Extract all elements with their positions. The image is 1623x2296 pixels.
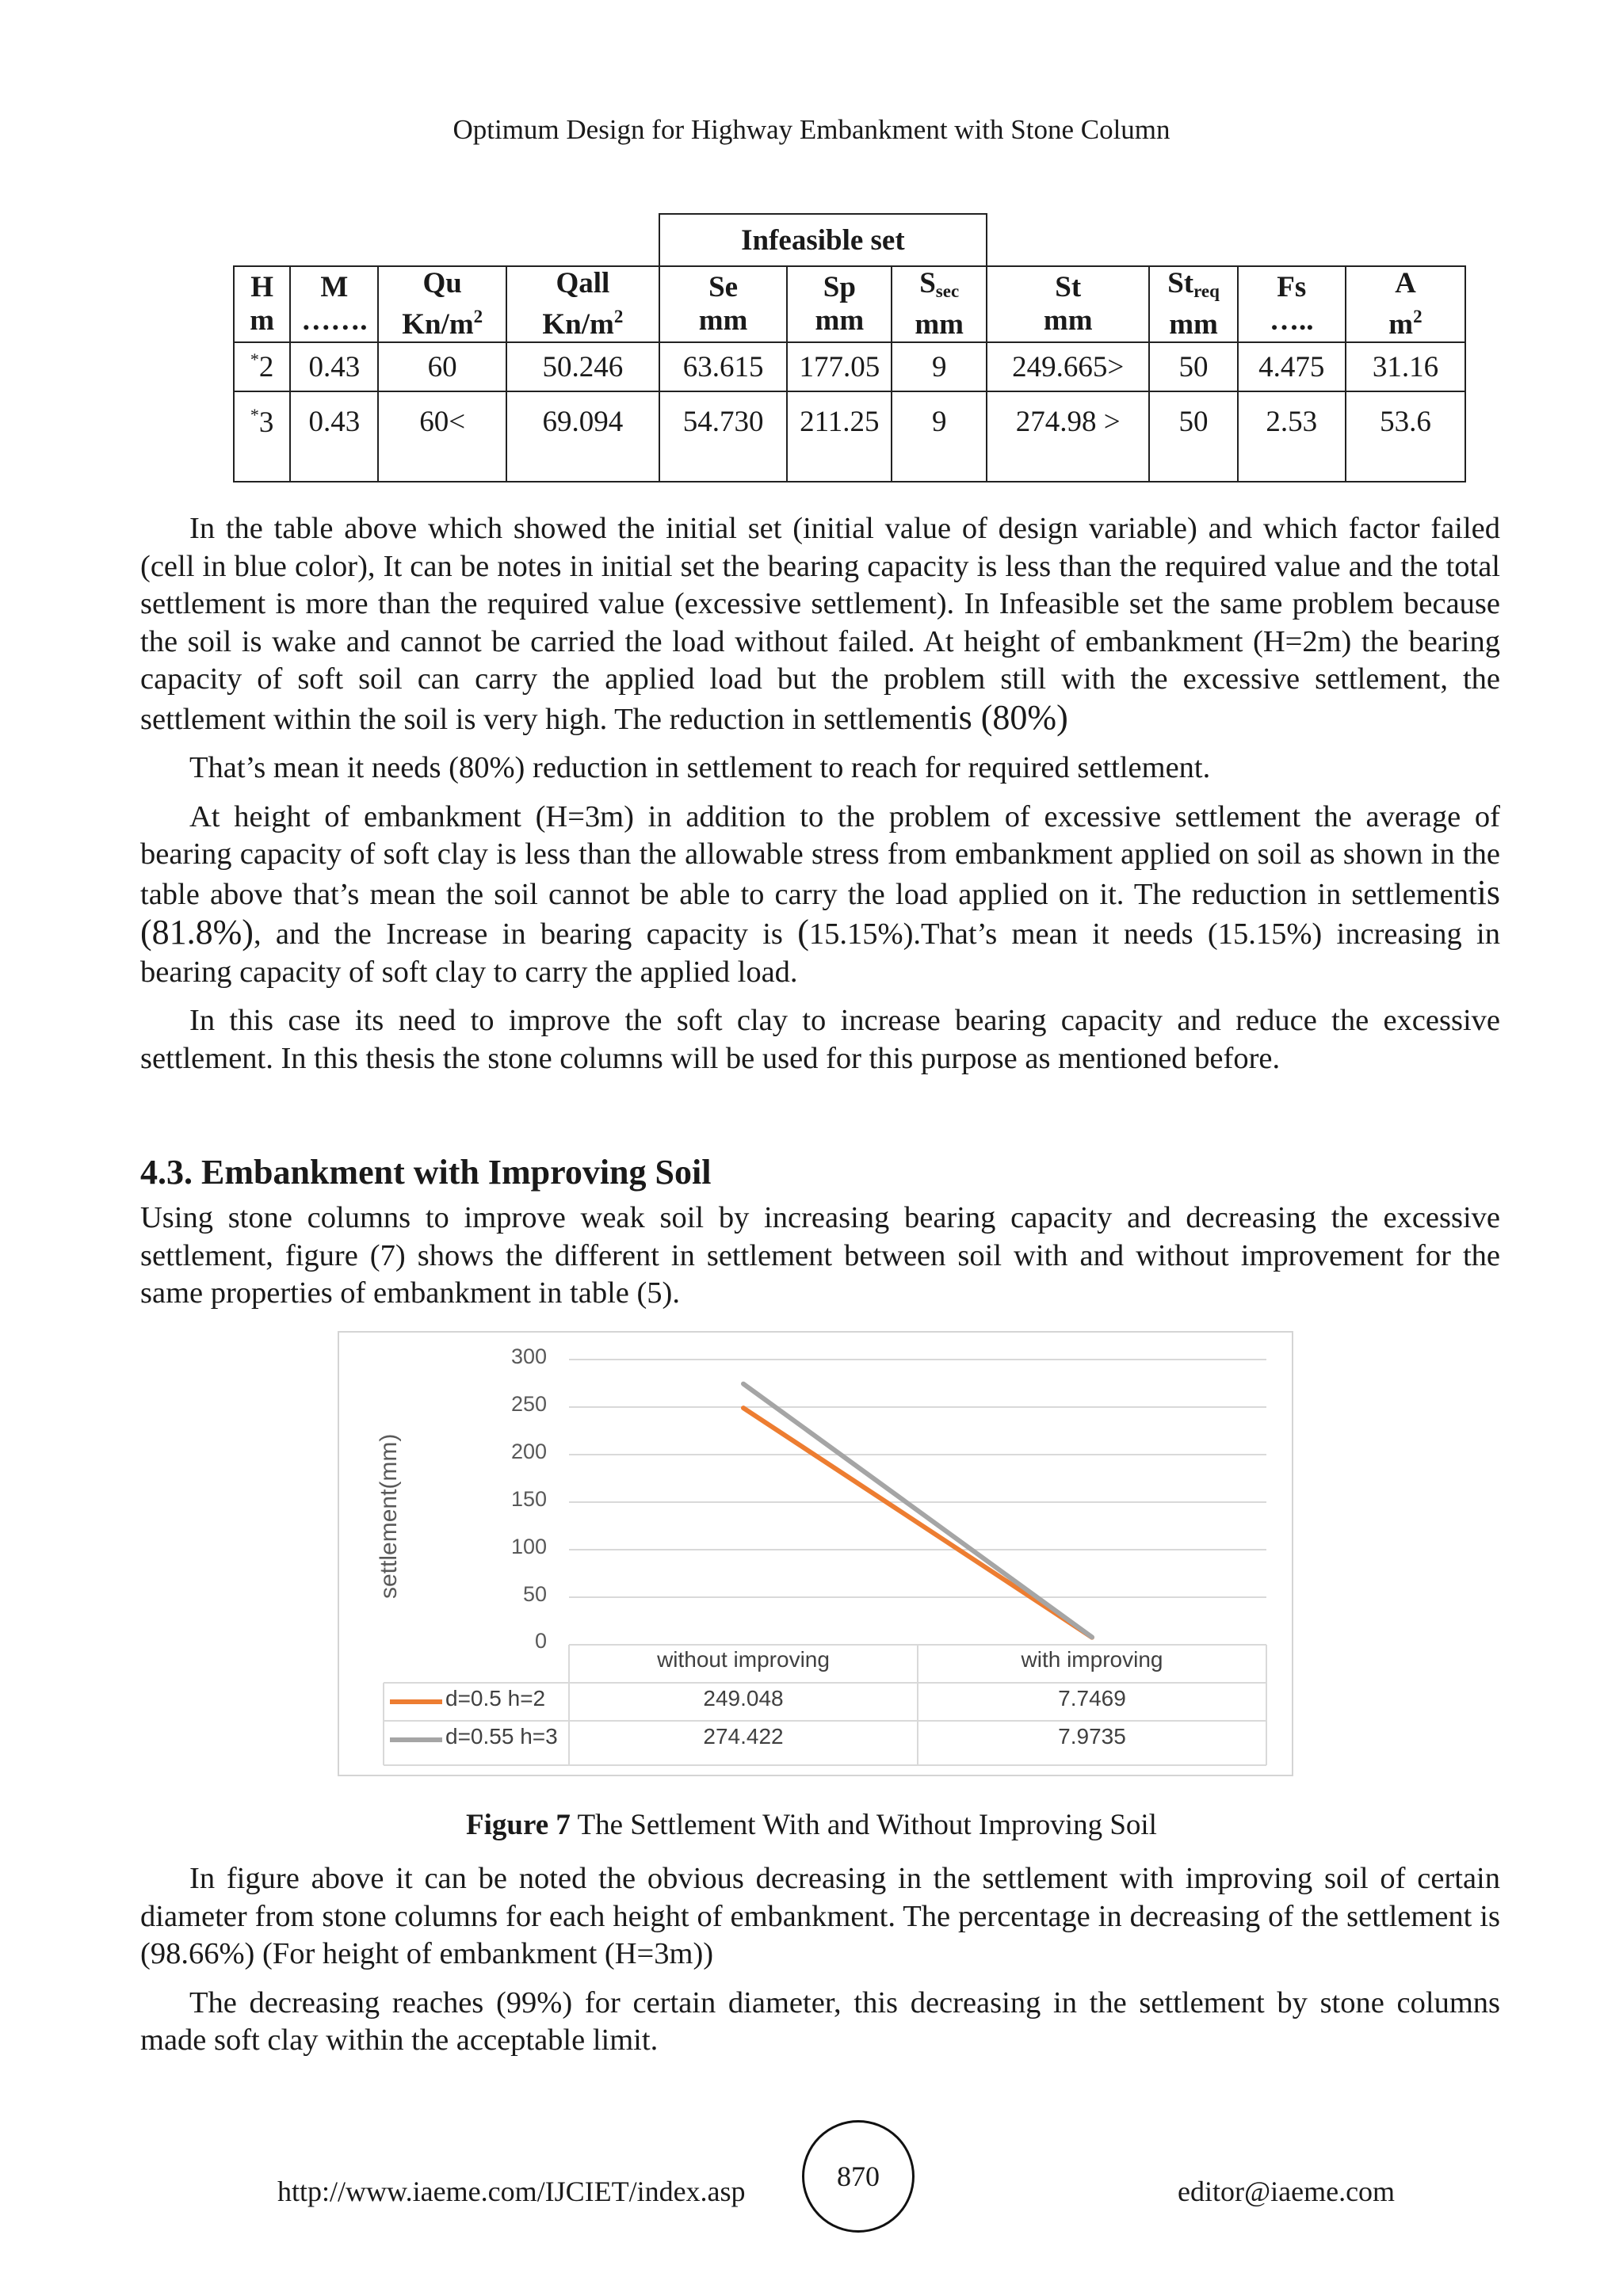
section-heading: 4.3. Embankment with Improving Soil — [140, 1153, 712, 1192]
paragraph: The decreasing reaches (99%) for certain diameter, this decreasing in the settlement by stone columns made soft clay within the acceptable limit. — [140, 1985, 1500, 2057]
col-header-streq: $St_{req}$ mm — [1149, 266, 1237, 342]
legend-label: d=0.5 h=2 — [445, 1686, 546, 1711]
series-line-2 — [743, 1384, 1092, 1638]
paragraph: In the table above which showed the initial set (initial value of design variable) and which factor failed (cell in blue color), It can be notes in initial set the bearing capacity is less than the required value and the total settlement is more than the required value (excessive settlement). In Infeasible set the same problem because the soil is wake and cannot be carried the load without failed. At height of embankment (H=2m) the bearing capacity of soft soil can carry the applied load but the problem still with the excessive settlement, the settlement within the soil is very high. The reduction in settlementis (80%) — [140, 512, 1500, 737]
table-row: *2 0.43 60 50.246 63.615 177.05 9 249.665> 50 4.475 31.16 — [234, 342, 1465, 391]
y-tick-label: 250 — [510, 1392, 547, 1416]
col-header-h: H m — [234, 266, 290, 342]
paragraph: In this case its need to improve the soft clay to increase bearing capacity and reduce the excessive settlement. In this thesis the stone columns will be used for this purpose as mentioned before. — [140, 1004, 1500, 1075]
legend-swatch-orange — [390, 1699, 442, 1704]
paragraph: In figure above it can be noted the obvious decreasing in the settlement with improving soil of certain diameter from stone columns for each height of embankment. The percentage in decreasing of the settlement is (98.66%) (For height of embankment (H=3m)) — [140, 1862, 1500, 1970]
running-header: Optimum Design for Highway Embankment with Stone Column — [453, 114, 1170, 145]
paragraph: At height of embankment (H=3m) in addition to the problem of excessive settlement the average of bearing capacity of soft clay is less than the allowable stress from embankment applied on soil as shown in the table above that’s mean the soil cannot be able to carry the load applied on it. The reduction in settlementis (81.8%), and the Increase in bearing capacity is (15.15%).That’s mean it needs (15.15%) increasing in bearing capacity of soft clay to carry the applied load. — [140, 799, 1501, 989]
y-tick-label: 150 — [510, 1487, 547, 1511]
chart-series-lines — [743, 1384, 1092, 1638]
page-number: 870 — [802, 2120, 915, 2233]
legend-swatch-gray — [390, 1737, 442, 1742]
category-label: with improving — [1021, 1647, 1163, 1672]
col-header-sp: Sp mm — [787, 266, 892, 342]
section-intro: Using stone columns to improve weak soil by increasing bearing capacity and decreasing the excessive settlement, figure (7) shows the different in settlement between soil with and without improvement for the same properties of embankment in table (5). — [140, 1201, 1500, 1310]
group-header-infeasible: Infeasible set — [659, 214, 987, 266]
body-text-2 — [140, 1860, 1500, 2060]
col-header-fs: Fs ….. — [1238, 266, 1346, 342]
col-header-qu: Qu $Kn/m^2$ — [378, 266, 506, 342]
data-label: 274.422 — [703, 1724, 784, 1749]
figure-caption: Figure 7 The Settlement With and Without Improving Soil — [466, 1809, 1157, 1841]
data-label: 7.7469 — [1058, 1686, 1126, 1711]
category-label: without improving — [657, 1647, 830, 1672]
table-row: *3 0.43 60< 69.094 54.730 211.25 9 274.98 > 50 2.53 53.6 — [234, 391, 1465, 482]
col-header-a: A $m^2$ — [1346, 266, 1465, 342]
col-header-qall: Qall $Kn/m^2$ — [506, 266, 659, 342]
y-tick-label: 200 — [510, 1440, 547, 1463]
series-line-1 — [743, 1408, 1092, 1638]
y-tick-label: 100 — [510, 1535, 547, 1558]
col-header-ssec: $S_{sec}$ mm — [892, 266, 987, 342]
chart-gridlines — [569, 1360, 1266, 1645]
col-header-st: St mm — [987, 266, 1150, 342]
col-header-m: M ……. — [290, 266, 378, 342]
y-tick-label: 50 — [522, 1582, 547, 1606]
paragraph: That’s mean it needs (80%) reduction in settlement to reach for required settlement. — [189, 751, 1211, 784]
footer-email[interactable]: editor@iaeme.com — [1178, 2176, 1396, 2207]
y-axis-label: settlement(mm) — [376, 1433, 402, 1599]
data-label: 7.9735 — [1058, 1724, 1126, 1749]
y-tick-label: 0 — [534, 1629, 547, 1653]
data-label: 249.048 — [703, 1686, 784, 1711]
y-tick-label: 300 — [510, 1344, 547, 1368]
col-header-se: Se mm — [659, 266, 787, 342]
footer-url[interactable]: http://www.iaeme.com/IJCIET/index.asp — [277, 2176, 746, 2207]
legend-label: d=0.55 h=3 — [445, 1724, 558, 1749]
